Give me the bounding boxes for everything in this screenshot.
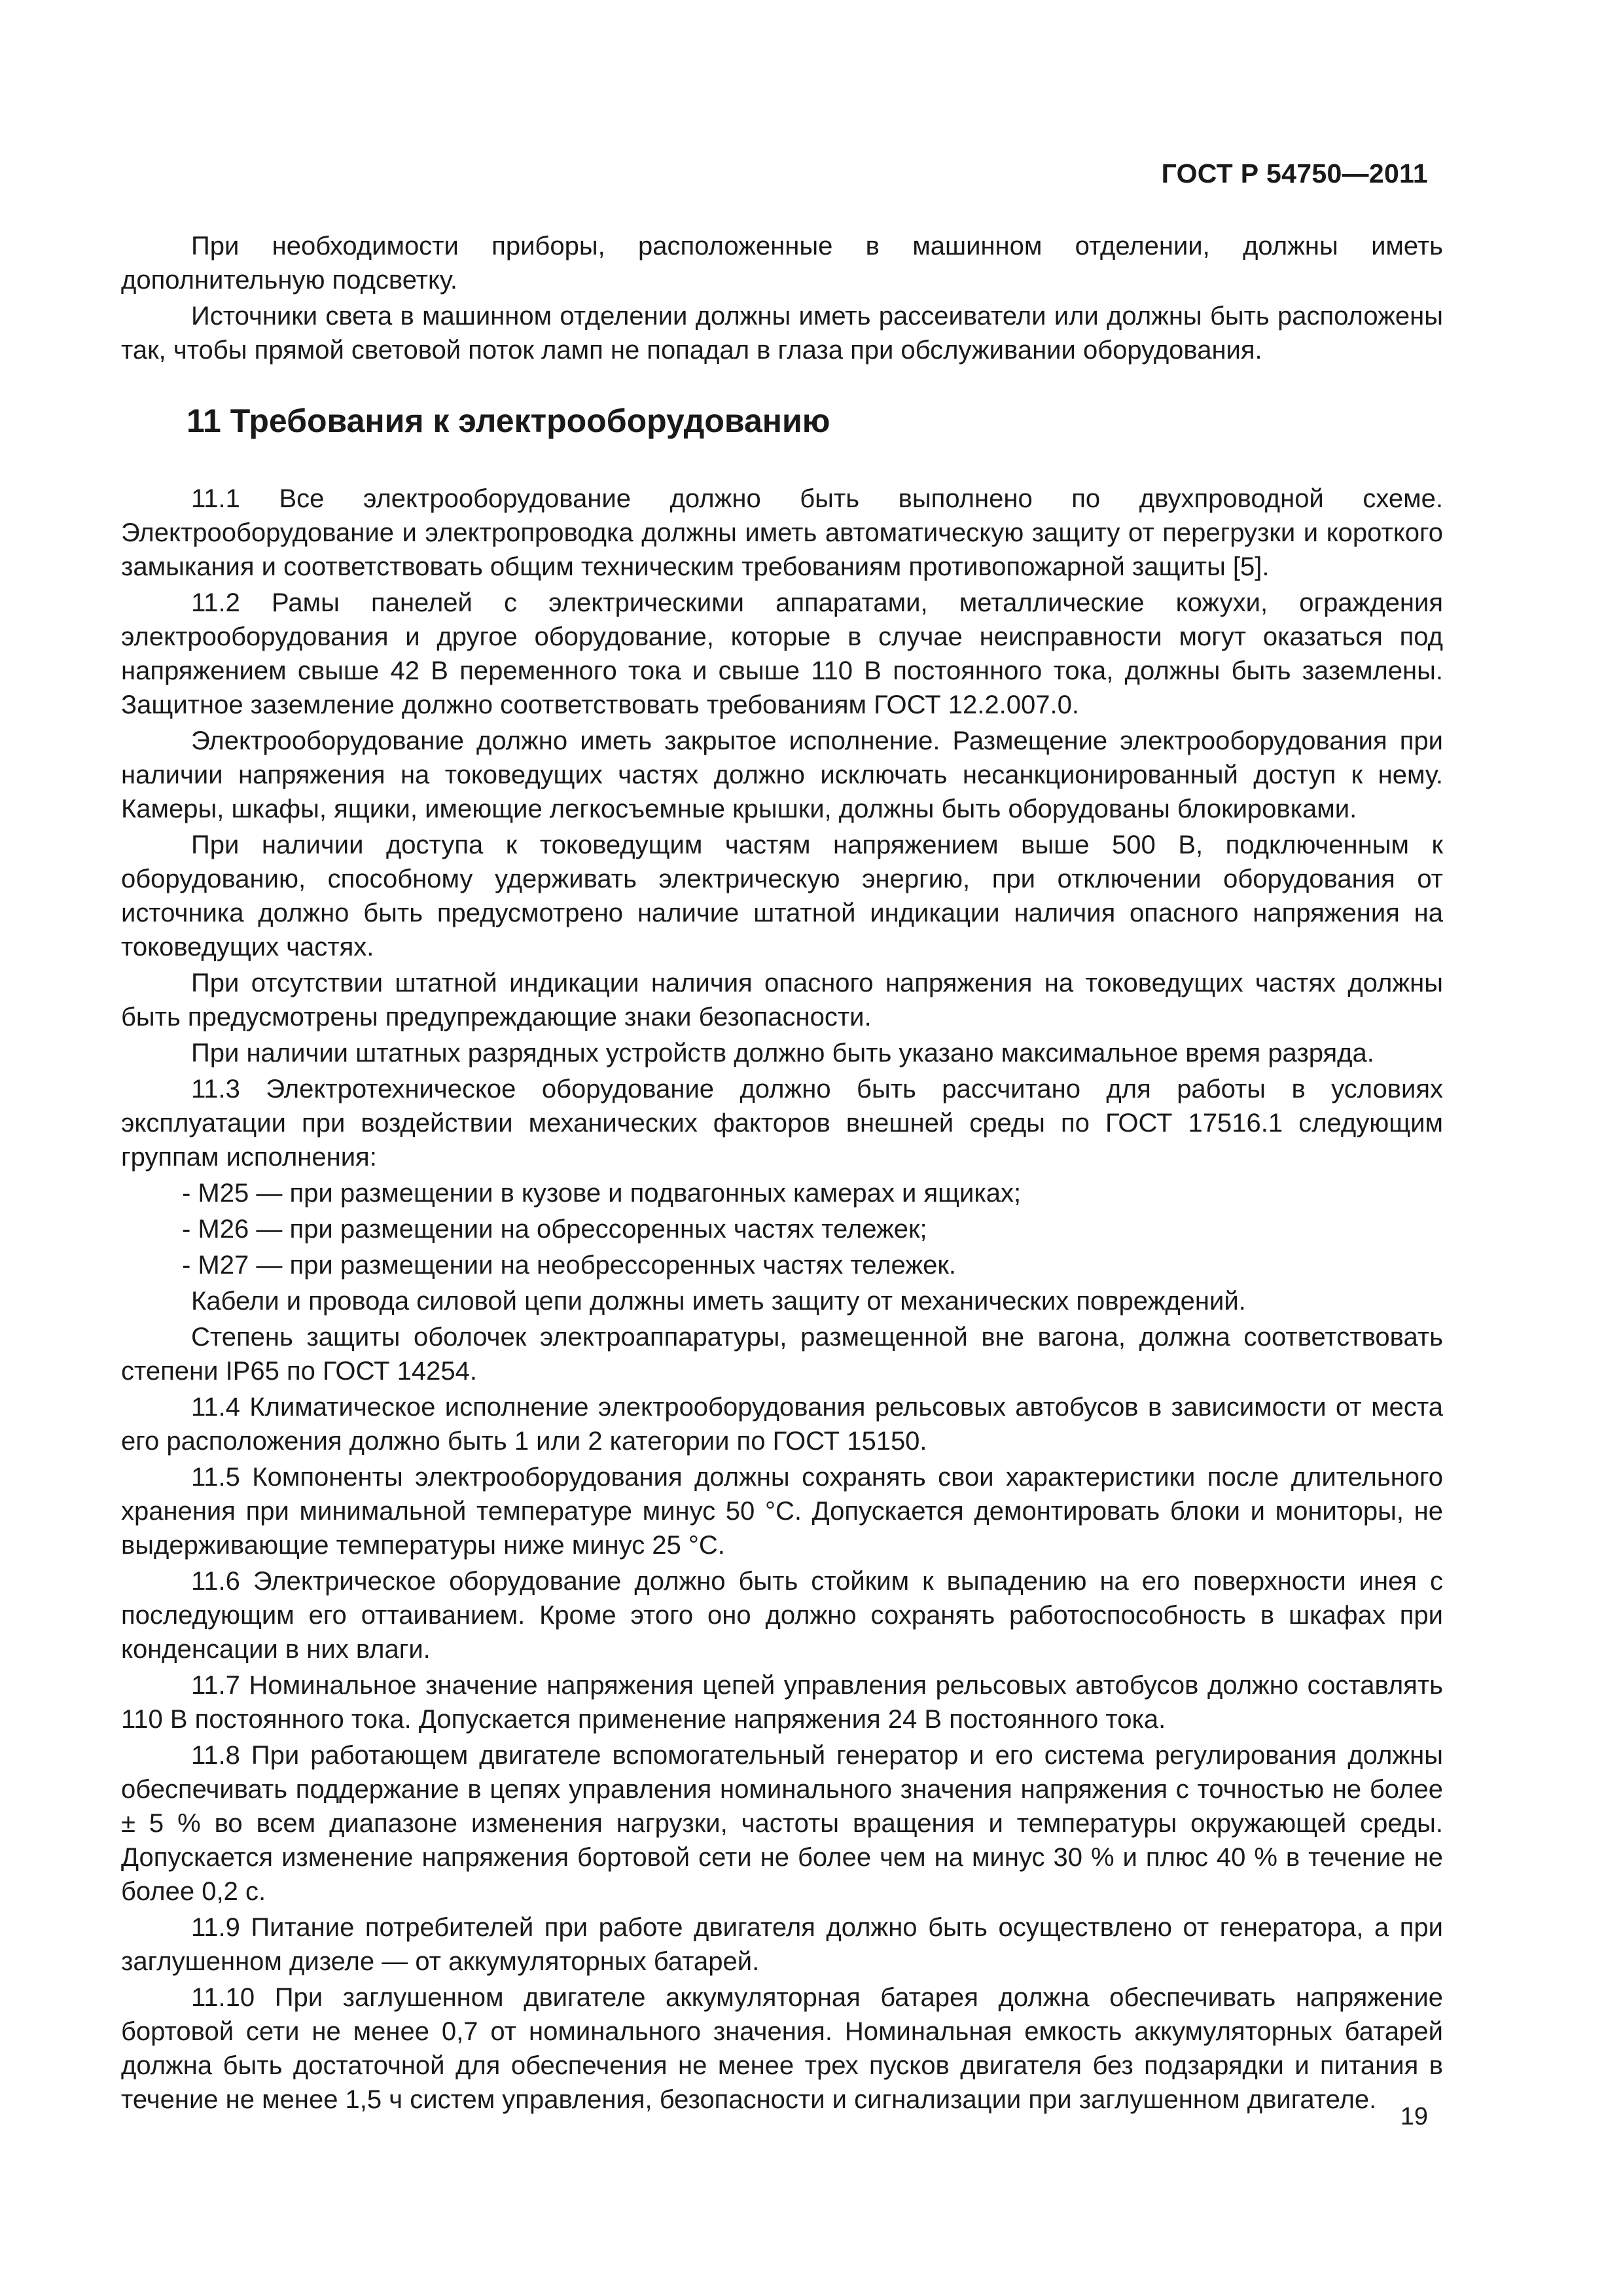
paragraph: При наличии доступа к токоведущим частям напряжением выше 500 В, подключенным к оборудованию, способному удерживать электрическую энергию, при отключении оборудования от источника должно быть предусмотрено наличие штатной индикации наличия опасного напряжения на токоведущих частях. [121,831,1443,961]
page-number: 19 [1400,2103,1428,2130]
section-title: 11 Требования к электрооборудованию [187,403,830,439]
paragraph: 11.4 Климатическое исполнение электрооборудования рельсовых автобусов в зависимости от места его расположения должно быть 1 или 2 категории по ГОСТ 15150. [121,1393,1443,1456]
document-header: ГОСТ Р 54750—2011 [1161,158,1428,188]
paragraph: 11.7 Номинальное значение напряжения цепей управления рельсовых автобусов должно составлять 110 В постоянного тока. Допускается применение напряжения 24 В постоянного тока. [121,1671,1443,1734]
paragraph: 11.3 Электротехническое оборудование должно быть рассчитано для работы в условиях эксплуатации при воздействии механических факторов внешней среды по ГОСТ 17516.1 следующим группам исполнения: [121,1075,1443,1172]
paragraph: При отсутствии штатной индикации наличия опасного напряжения на токоведущих частях должны быть предусмотрены предупреждающие знаки безопасности. [121,969,1443,1031]
paragraph: 11.10 При заглушенном двигателе аккумуляторная батарея должна обеспечивать напряжение бортовой сети не менее 0,7 от номинального значения. Номинальная емкость аккумуляторных батарей должна быть достаточной для обеспечения не менее трех пусков двигателя без подзарядки и питания в течение не менее 1,5 ч систем управления, безопасности и сигнализации при заглушенном двигателе. [121,1983,1443,2114]
list-item: - М27 — при размещении на необрессоренных частях тележек. [182,1251,956,1280]
list-item: - М26 — при размещении на обрессоренных частях тележек; [182,1215,927,1244]
paragraph: 11.5 Компоненты электрооборудования должны сохранять свои характеристики после длительного хранения при минимальной температуре минус 50 °С. Допускается демонтировать блоки и мониторы, не выдерживающие температуры ниже минус 25 °С. [121,1463,1443,1560]
paragraph: При необходимости приборы, расположенные в машинном отделении, должны иметь дополнительную подсветку. [121,232,1443,295]
paragraph: 11.1 Все электрооборудование должно быть выполнено по двухпроводной схеме. Электрооборудование и электропроводка должны иметь автоматическую защиту от перегрузки и короткого замыкания и соответствовать общим техническим требованиям противопожарной защиты [5]. [121,484,1443,581]
paragraph: Источники света в машинном отделении должны иметь рассеиватели или должны быть расположены так, чтобы прямой световой поток ламп не попадал в глаза при обслуживании оборудования. [121,302,1443,365]
paragraph: 11.2 Рамы панелей с электрическими аппаратами, металлические кожухи, ограждения электрооборудования и другое оборудование, которые в случае неисправности могут оказаться под напряжением свыше 42 В переменного тока и свыше 110 В постоянного тока, должны быть заземлены. Защитное заземление должно соответствовать требованиям ГОСТ 12.2.007.0. [121,588,1443,719]
page-content [121,229,1443,2119]
paragraph: 11.8 При работающем двигателе вспомогательный генератор и его система регулирования должны обеспечивать поддержание в цепях управления номинального значения напряжения с точностью не более ± 5 % во всем диапазоне изменения нагрузки, частоты вращения и температуры окружающей среды. Допускается изменение напряжения бортовой сети не более чем на минус 30 % и плюс 40 % в течение не более 0,2 с. [121,1741,1443,1906]
paragraph: Степень защиты оболочек электроаппаратуры, размещенной вне вагона, должна соответствовать степени IP65 по ГОСТ 14254. [121,1323,1443,1386]
paragraph: 11.6 Электрическое оборудование должно быть стойким к выпадению на его поверхности инея с последующим его оттаиванием. Кроме этого оно должно сохранять работоспособность в шкафах при конденсации в них влаги. [121,1567,1443,1664]
paragraph: 11.9 Питание потребителей при работе двигателя должно быть осуществлено от генератора, а при заглушенном дизеле — от аккумуляторных батарей. [121,1913,1443,1976]
paragraph: Кабели и провода силовой цепи должны иметь защиту от механических повреждений. [191,1287,1246,1316]
list-item: - М25 — при размещении в кузове и подвагонных камерах и ящиках; [182,1179,1022,1208]
paragraph: Электрооборудование должно иметь закрытое исполнение. Размещение электрооборудования при наличии напряжения на токоведущих частях должно исключать несанкционированный доступ к нему. Камеры, шкафы, ящики, имеющие легкосъемные крышки, должны быть оборудованы блокировками. [121,726,1443,823]
paragraph: При наличии штатных разрядных устройств должно быть указано максимальное время разряда. [191,1039,1374,1067]
